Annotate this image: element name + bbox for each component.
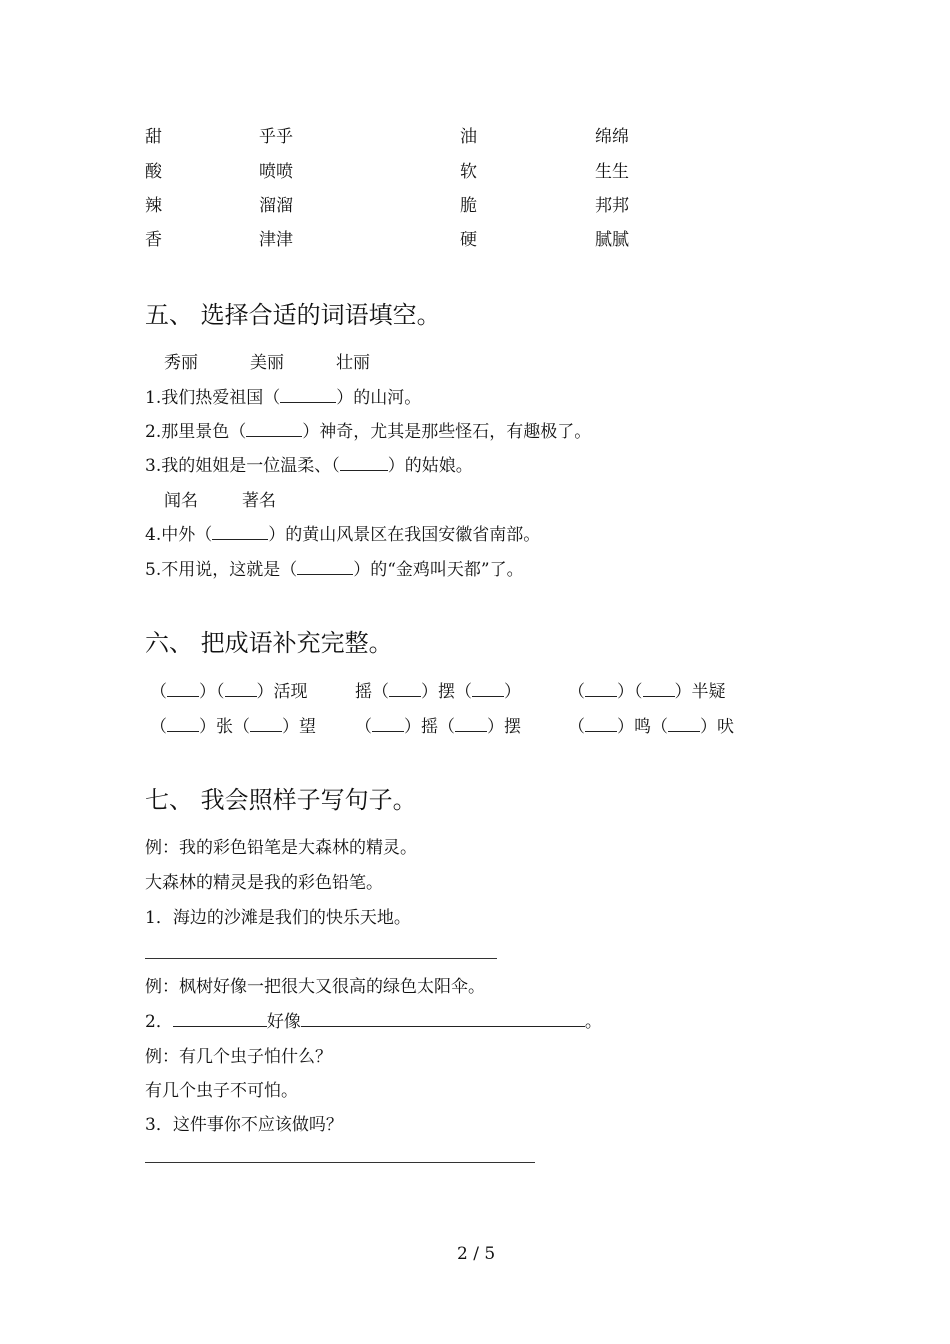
section-5-title: 五、 选择合适的词语填空。 — [145, 301, 441, 329]
word-choice: 秀丽 — [164, 353, 198, 373]
idiom-text: （ — [150, 717, 167, 737]
answer-blank[interactable] — [668, 717, 700, 732]
question-2-text: 好像 — [266, 1012, 301, 1032]
match-col4-item: 邦邦 — [595, 196, 629, 216]
idiom-text: ）活现 — [256, 682, 308, 702]
answer-blank[interactable] — [585, 717, 617, 732]
answer-blank[interactable] — [212, 525, 268, 540]
match-col2-item: 乎乎 — [259, 127, 293, 147]
idiom-text: （ — [568, 717, 585, 737]
answer-line[interactable] — [145, 958, 497, 959]
question-3-text: 3.我的姐姐是一位温柔、（ — [145, 456, 340, 476]
idiom-6 — [568, 712, 734, 737]
match-col2-item: 津津 — [259, 230, 293, 250]
example-answer: 大森林的精灵是我的彩色铅笔。 — [145, 873, 383, 893]
idiom-1 — [150, 677, 308, 702]
word-choice: 美丽 — [250, 353, 284, 373]
answer-blank[interactable] — [340, 456, 388, 471]
answer-blank[interactable] — [472, 682, 504, 697]
question-4-text-end: ）的黄山风景区在我国安徽省南部。 — [268, 525, 541, 545]
match-col4-item: 绵绵 — [595, 127, 629, 147]
word-choice: 闻名 — [164, 491, 198, 511]
answer-blank[interactable] — [455, 717, 487, 732]
idiom-text: ）吠 — [700, 717, 734, 737]
answer-blank[interactable] — [167, 717, 199, 732]
match-col2-item: 溜溜 — [259, 196, 293, 216]
idiom-text: 摇（ — [355, 682, 389, 702]
idiom-text: ）半疑 — [674, 682, 726, 702]
answer-blank[interactable] — [643, 682, 675, 697]
match-col1-item: 酸 — [145, 162, 162, 182]
question-2-text-end: 。 — [584, 1012, 602, 1032]
question-1: 1．海边的沙滩是我们的快乐天地。 — [145, 908, 411, 928]
example-sentence: 例：有几个虫子怕什么？ — [145, 1047, 332, 1067]
idiom-5 — [355, 712, 521, 737]
answer-blank[interactable] — [297, 560, 353, 575]
idiom-text: （ — [150, 682, 167, 702]
idiom-text: ）（ — [199, 682, 225, 702]
idiom-text: ）望 — [282, 717, 316, 737]
answer-blank[interactable] — [246, 422, 302, 437]
answer-line[interactable] — [145, 1162, 535, 1163]
answer-blank[interactable] — [173, 1012, 267, 1027]
idiom-text: ）鸣（ — [617, 717, 668, 737]
answer-blank[interactable] — [585, 682, 617, 697]
idiom-text: ） — [504, 682, 521, 702]
idiom-text: ）摇（ — [404, 717, 455, 737]
answer-blank[interactable] — [389, 682, 421, 697]
idiom-text: ）摆 — [487, 717, 521, 737]
question-5-text-end: ）的“金鸡叫天都”了。 — [353, 560, 524, 580]
word-choice: 著名 — [242, 491, 276, 511]
match-col3-item: 脆 — [460, 196, 477, 216]
question-1 — [145, 383, 421, 408]
question-4 — [145, 520, 540, 545]
idiom-text: ）张（ — [199, 717, 250, 737]
match-col3-item: 软 — [460, 162, 477, 182]
idiom-2 — [355, 677, 521, 702]
example-sentence: 例：枫树好像一把很大又很高的绿色太阳伞。 — [145, 977, 485, 997]
idiom-text: ）摆（ — [421, 682, 472, 702]
answer-blank[interactable] — [225, 682, 257, 697]
idiom-text: ）（ — [617, 682, 643, 702]
question-2 — [145, 417, 591, 442]
answer-blank[interactable] — [167, 682, 199, 697]
match-col4-item: 生生 — [595, 162, 629, 182]
answer-blank[interactable] — [301, 1012, 585, 1027]
match-col3-item: 油 — [460, 127, 477, 147]
question-5 — [145, 555, 524, 580]
answer-blank[interactable] — [280, 388, 336, 403]
section-7-title: 七、 我会照样子写句子。 — [145, 786, 417, 814]
example-answer: 有几个虫子不可怕。 — [145, 1081, 298, 1101]
question-3: 3．这件事你不应该做吗？ — [145, 1115, 343, 1135]
question-5-text: 5.不用说，这就是（ — [145, 560, 298, 580]
question-3-text-end: ）的姑娘。 — [387, 456, 473, 476]
question-4-text: 4.中外（ — [145, 525, 213, 545]
example-sentence: 例：我的彩色铅笔是大森林的精灵。 — [145, 838, 417, 858]
question-2-text: 2.那里景色（ — [145, 422, 247, 442]
question-3 — [145, 451, 473, 476]
match-col1-item: 甜 — [145, 127, 162, 147]
idiom-text: （ — [355, 717, 372, 737]
question-2-text-end: ）神奇，尤其是那些怪石，有趣极了。 — [302, 422, 592, 442]
match-col1-item: 辣 — [145, 196, 162, 216]
match-col3-item: 硬 — [460, 230, 477, 250]
idiom-4 — [150, 712, 316, 737]
page-number: 2 / 5 — [457, 1244, 496, 1264]
question-2 — [145, 1007, 602, 1032]
question-1-text-end: ）的山河。 — [336, 388, 422, 408]
idiom-text: （ — [568, 682, 585, 702]
question-2-number: 2． — [145, 1012, 173, 1032]
answer-blank[interactable] — [372, 717, 404, 732]
answer-blank[interactable] — [250, 717, 282, 732]
question-1-text: 1.我们热爱祖国（ — [145, 388, 281, 408]
section-6-title: 六、 把成语补充完整。 — [145, 629, 393, 657]
idiom-3 — [568, 677, 726, 702]
match-col4-item: 腻腻 — [595, 230, 629, 250]
match-col1-item: 香 — [145, 230, 162, 250]
word-choice: 壮丽 — [336, 353, 370, 373]
match-col2-item: 喷喷 — [259, 162, 293, 182]
